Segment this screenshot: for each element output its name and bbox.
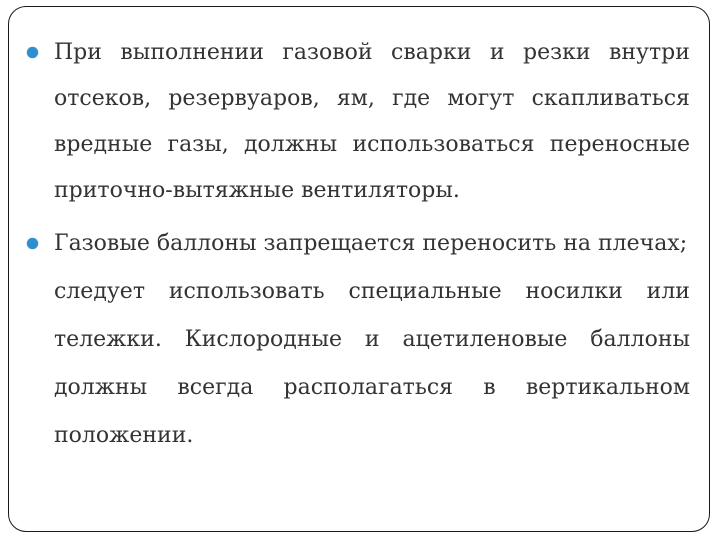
text-line: отсеков, резервуаров, ям, где могут скапливаться (54, 86, 690, 111)
text-line: тележки. Кислородные и ацетиленовые баллоны (54, 327, 690, 352)
text-line: При выполнении газовой сварки и резки внутри (54, 40, 690, 65)
text-line: должны всегда располагаться в вертикальном (54, 375, 690, 400)
text-line: положении. (54, 423, 194, 448)
text-line: вредные газы, должны использоваться переносные (54, 132, 690, 157)
text-line: следует использовать специальные носилки или (54, 279, 690, 304)
text-line: Газовые баллоны запрещается переносить на плечах; (54, 231, 688, 256)
slide-frame (8, 6, 710, 532)
bullet-dot-icon (27, 47, 38, 58)
text-line: приточно-вытяжные вентиляторы. (54, 178, 460, 203)
bullet-dot-icon (27, 238, 38, 249)
